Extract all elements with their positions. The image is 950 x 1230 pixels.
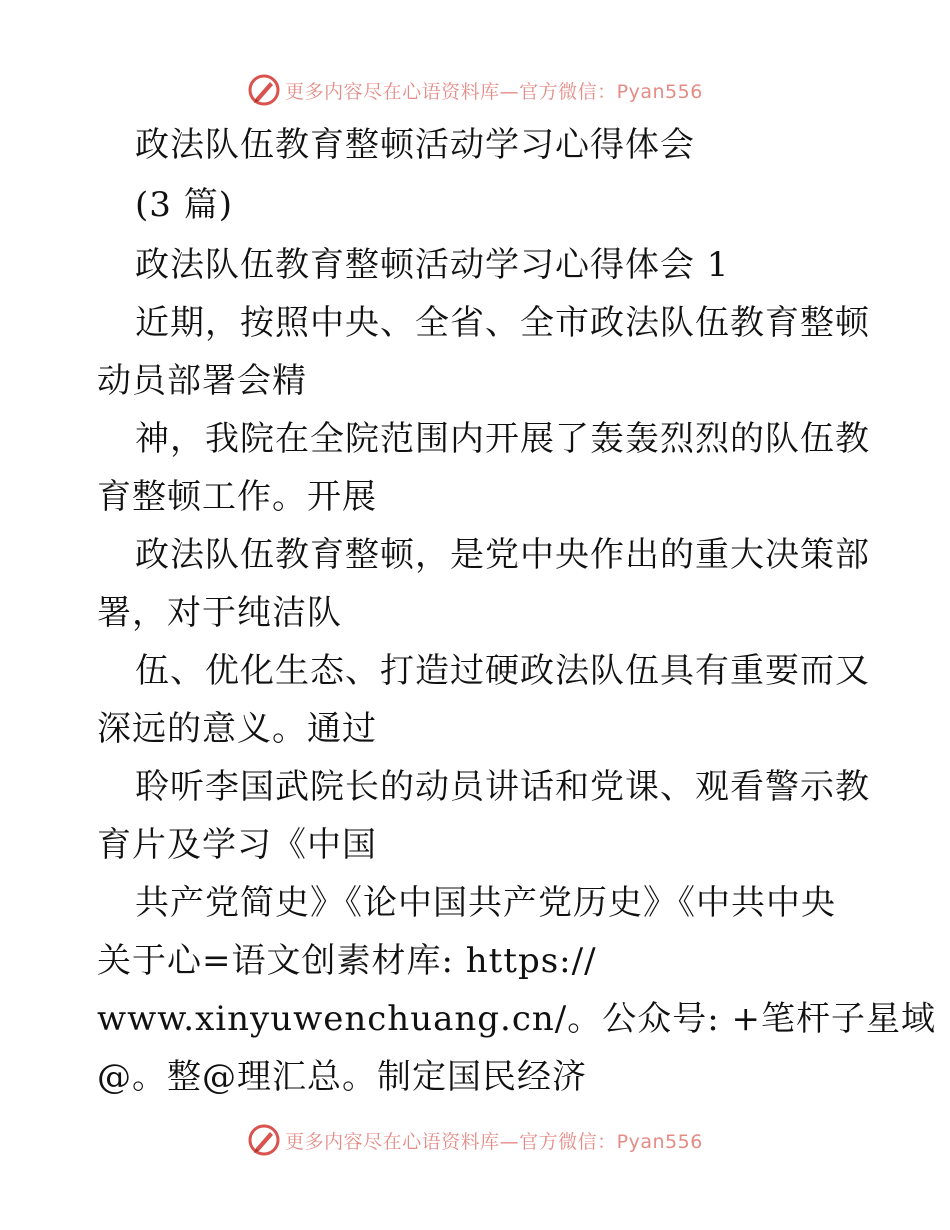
paragraph-line: 神，我院在全院范围内开展了轰轰烈烈的队伍教 [135, 419, 870, 459]
paragraph-line: 近期，按照中央、全省、全市政法队伍教育整顿 [135, 303, 870, 343]
watermark-text: 更多内容尽在心语资料库—官方微信：Pyan556 [285, 80, 703, 103]
paragraph-line: 共产党简史》《论中国共产党历史》《中共中央 [135, 883, 836, 923]
document-title-count: (3 篇) [135, 185, 233, 225]
pen-logo-icon [247, 1123, 281, 1157]
wechat-id: Pyan556 [616, 1130, 703, 1153]
paragraph-line: 育片及学习《中国 [97, 825, 377, 865]
watermark-text: 更多内容尽在心语资料库—官方微信：Pyan556 [285, 1130, 703, 1153]
paragraph-line: @。整@理汇总。制定国民经济 [97, 1057, 587, 1097]
document-title: 政法队伍教育整顿活动学习心得体会 [135, 125, 695, 165]
section-title: 政法队伍教育整顿活动学习心得体会 1 [135, 245, 730, 285]
paragraph-line: 深远的意义。通过 [97, 709, 377, 749]
paragraph-line: 政法队伍教育整顿，是党中央作出的重大决策部 [135, 535, 870, 575]
paragraph-line: 动员部署会精 [97, 361, 307, 401]
pen-logo-icon [247, 73, 281, 107]
paragraph-line: 聆听李国武院长的动员讲话和党课、观看警示教 [135, 767, 870, 807]
paragraph-line: 伍、优化生态、打造过硬政法队伍具有重要而又 [135, 651, 870, 691]
paragraph-line: 育整顿工作。开展 [97, 477, 377, 517]
paragraph-line: www.xinyuwenchuang.cn/。公众号: +笔杆子星域 [97, 999, 936, 1039]
paragraph-line: 关于心=语文创素材库: https:// [97, 941, 597, 981]
header-watermark [0, 70, 950, 110]
footer-watermark [0, 1120, 950, 1160]
paragraph-line: 署，对于纯洁队 [97, 593, 342, 633]
wechat-id: Pyan556 [616, 80, 703, 103]
